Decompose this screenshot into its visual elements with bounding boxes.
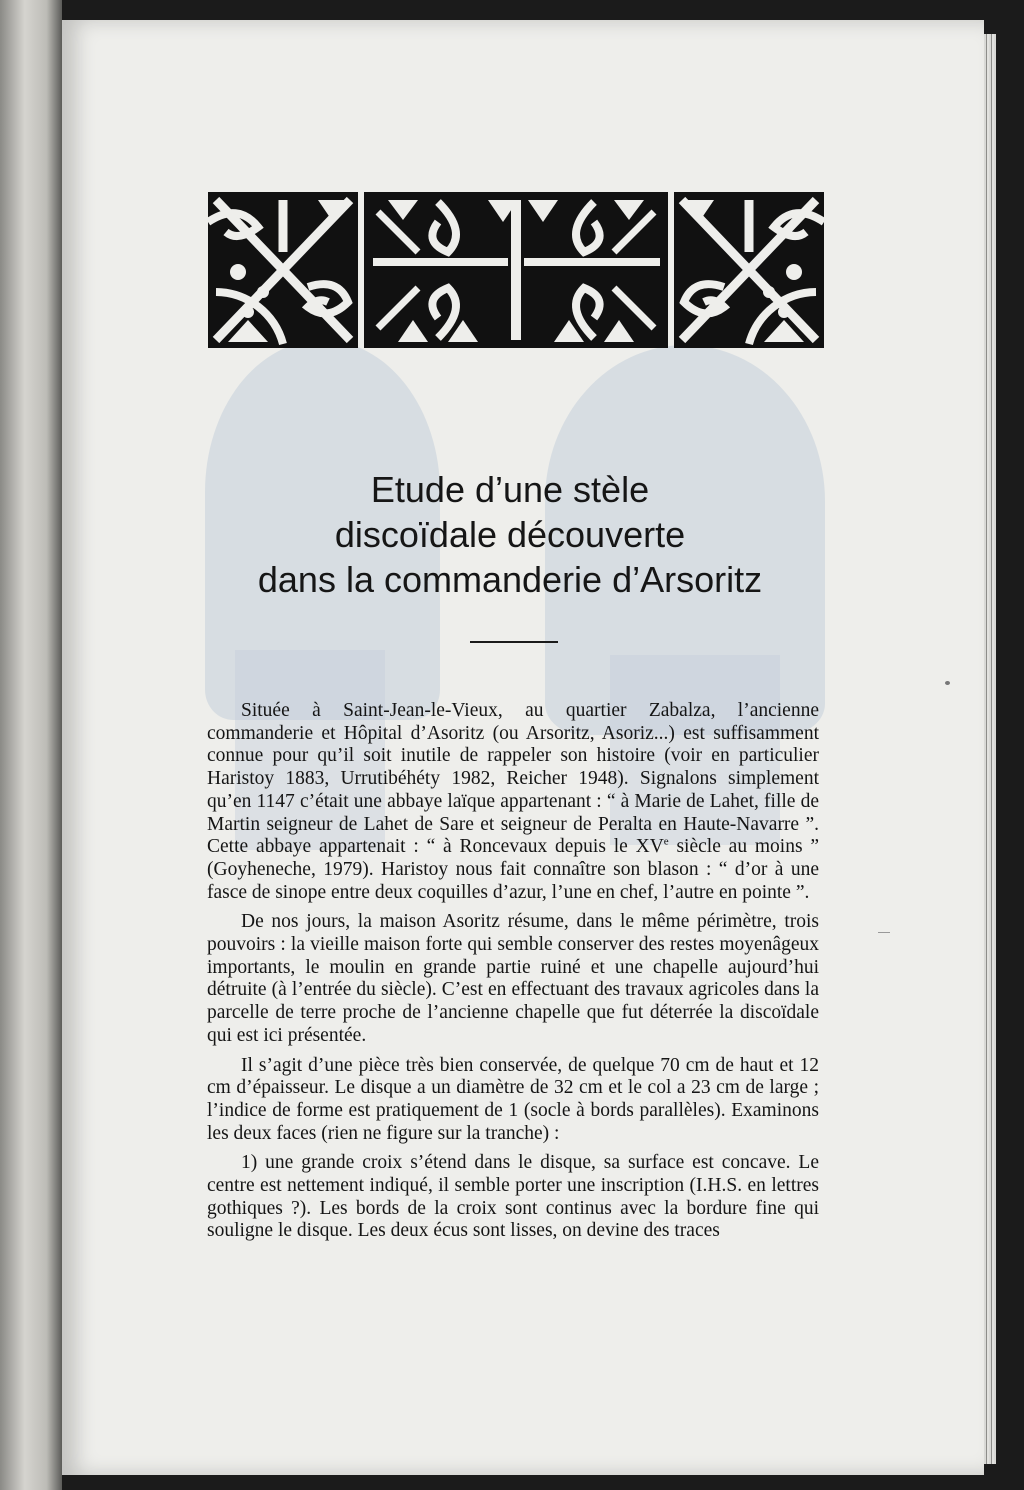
century-superscript: e: [663, 835, 669, 848]
title-line-1: Etude d’une stèle: [370, 469, 650, 510]
paragraph-2: De nos jours, la maison Asoritz résume, dans le même périmètre, trois pouvoirs : la vieille maison forte qui semble conserver des restes moyenâgeux importants, le moulin en grande partie ruiné et une chapelle aujourd’hui détruite (à l’entrée du siècle). C’est en effectuant des travaux agricoles dans la parcelle de terre proche de l’ancienne chapelle que fut déterrée la discoïdale qui est ici présentée.: [207, 911, 819, 1046]
scan-speck: [945, 681, 950, 685]
title-divider: [470, 641, 558, 643]
page-stack-edge: [984, 34, 996, 1464]
frieze-central-panel: [364, 192, 668, 348]
frieze-left-panel: [208, 192, 358, 348]
paragraph-3: Il s’agit d’une pièce très bien conservée, de quelque 70 cm de haut et 12 cm d’épaisseur. Le disque a un diamètre de 32 cm et le col a 23 cm de large ; l’indice de forme est pratiquement de 1 (socle à bords parallèles). Examinons les deux faces (rien ne figure sur la tranche) :: [207, 1054, 819, 1144]
paragraph-1: Située à Saint-Jean-le-Vieux, au quartier Zabalza, l’ancienne commanderie et Hôpital d’Asoritz (ou Arsoritz, Asoriz...) est suffisamment connue pour qu’il soit inutile de rappeler son histoire (voir en particulier Haristoy 1883, Urrutibéhéty 1982, Reicher 1948). Signalons simplement qu’en 1147 c’était une abbaye laïque appartenant : “ à Marie de Lahet, fille de Martin seigneur de Lahet de Sare et seigneur de Peralta en Haute-Navarre ”. Cette abbaye appartenait : “ à Roncevaux depuis le XVe siècle au moins ” (Goyheneche, 1979). Haristoy nous fait connaître son blason : “ d’or à une fasce de sinope entre deux coquilles d’azur, l’une en chef, l’autre en pointe ”.: [207, 700, 819, 903]
frieze-right-panel: [674, 192, 824, 348]
title-line-2: discoïdale découverte: [334, 514, 686, 555]
margin-mark: [878, 932, 890, 933]
article-body: [207, 700, 819, 1250]
decorative-frieze: [208, 192, 824, 348]
paragraph-4: 1) une grande croix s’étend dans le disque, sa surface est concave. Le centre est nettement indiqué, il semble porter une inscription (I.H.S. en lettres gothiques ?). Les bords de la croix sont continus avec la bordure fine qui souligne le disque. Les deux écus sont lisses, on devine des traces: [207, 1152, 819, 1242]
article-title: [140, 467, 880, 602]
title-line-3: dans la commanderie d’Arsoritz: [257, 559, 763, 600]
facing-page-edge: [0, 0, 62, 1490]
